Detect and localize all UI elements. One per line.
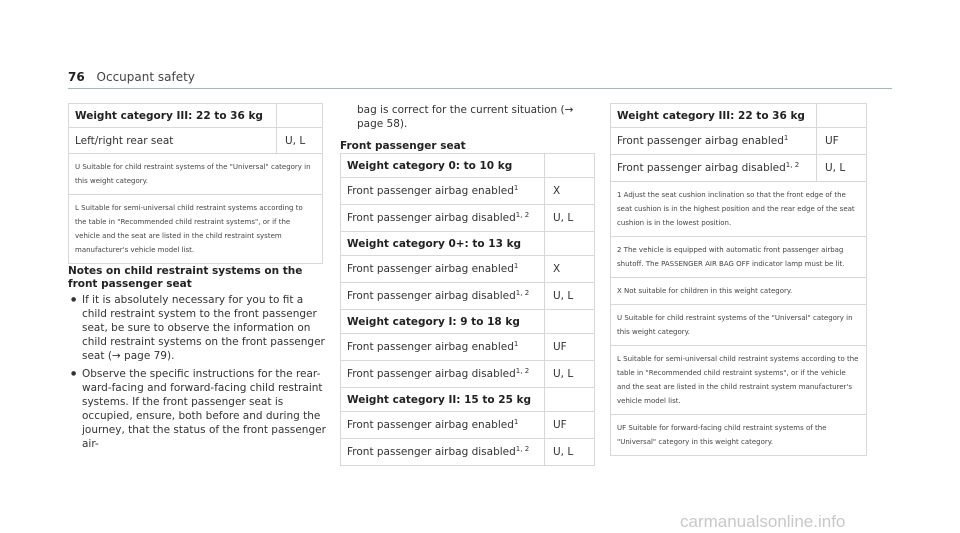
table-heading: Weight category III: 22 to 36 kg <box>69 104 277 128</box>
front-passenger-heading: Front passenger seat <box>340 140 466 152</box>
section-title: Occupant safety <box>96 70 195 84</box>
row-label: Front passenger airbag enabled$^1$ <box>341 178 545 205</box>
row-label: Front passenger airbag disabled$^{1, 2}$ <box>341 439 545 466</box>
footnote: UF Suitable for forward-facing child restraint systems of the "Universal" category in this weight category. <box>611 415 867 456</box>
row-value: UF <box>817 128 867 155</box>
table-heading: Weight category II: 15 to 25 kg <box>341 388 545 412</box>
row-label: Front passenger airbag enabled$^1$ <box>611 128 817 155</box>
row-label: Front passenger airbag disabled$^{1, 2}$ <box>341 283 545 310</box>
table-heading: Weight category III: 22 to 36 kg <box>611 104 817 128</box>
footnote: L Suitable for semi-universal child restraint systems according to the table in "Recommended child restraint systems", or if the vehicle and the seat are listed in the child restraint system manufacturer's vehicle model list. <box>69 195 323 264</box>
page-header <box>68 70 195 84</box>
footnote: U Suitable for child restraint systems of the "Universal" category in this weight category. <box>611 305 867 346</box>
row-value: U, L <box>817 155 867 182</box>
row-value: UF <box>545 412 595 439</box>
footnote: X Not suitable for children in this weight category. <box>611 278 867 305</box>
continuation-text: bag is correct for the current situation (→ page 58). <box>357 104 574 130</box>
row-value: X <box>545 178 595 205</box>
row-label: Left/right rear seat <box>69 128 277 154</box>
right-weight-table <box>610 103 867 456</box>
row-label: Front passenger airbag enabled$^1$ <box>341 334 545 361</box>
list-item: ● If it is absolutely necessary for you to fit a child restraint system to the front passenger seat, be sure to observe the information on child restraint systems on the front passenger seat (→ page 79). <box>68 293 330 363</box>
row-label: Front passenger airbag enabled$^1$ <box>341 412 545 439</box>
row-value: U, L <box>545 283 595 310</box>
table-heading: Weight category 0: to 10 kg <box>341 154 545 178</box>
watermark: carmanualsonline.info <box>680 512 846 531</box>
notes-list <box>68 293 330 451</box>
table-heading: Weight category I: 9 to 18 kg <box>341 310 545 334</box>
footnote: L Suitable for semi-universal child restraint systems according to the table in "Recommended child restraint systems", or if the vehicle and the seat are listed in the child restraint system manufacturer's vehicle model list. <box>611 346 867 415</box>
row-label: Front passenger airbag disabled$^{1, 2}$ <box>611 155 817 182</box>
row-value: UF <box>545 334 595 361</box>
row-value: U, L <box>545 439 595 466</box>
row-label: Front passenger airbag enabled$^1$ <box>341 256 545 283</box>
list-item: ● Observe the specific instructions for the rear-ward-facing and forward-facing child restraint systems. If the front passenger seat is occupied, ensure, both before and during the journey, that the status of the front passenger air- <box>68 367 330 451</box>
row-value: U, L <box>277 128 323 154</box>
header-rule <box>68 88 892 89</box>
footnote: U Suitable for child restraint systems of the "Universal" category in this weight category. <box>69 154 323 195</box>
row-value: U, L <box>545 205 595 232</box>
footnote: 1 Adjust the seat cushion inclination so that the front edge of the seat cushion is in the highest position and the rear edge of the seat cushion is in the lowest position. <box>611 182 867 237</box>
front-passenger-table <box>340 153 595 466</box>
row-label: Front passenger airbag disabled$^{1, 2}$ <box>341 205 545 232</box>
left-weight-table <box>68 103 323 264</box>
page-number: 76 <box>68 70 85 84</box>
table-heading: Weight category 0+: to 13 kg <box>341 232 545 256</box>
row-label: Front passenger airbag disabled$^{1, 2}$ <box>341 361 545 388</box>
footnote: 2 The vehicle is equipped with automatic front passenger airbag shutoff. The PASSENGER AIR BAG OFF indicator lamp must be lit. <box>611 237 867 278</box>
row-value: X <box>545 256 595 283</box>
notes-heading: Notes on child restraint systems on the front passenger seat <box>68 265 303 290</box>
row-value: U, L <box>545 361 595 388</box>
notes-section <box>68 265 330 455</box>
